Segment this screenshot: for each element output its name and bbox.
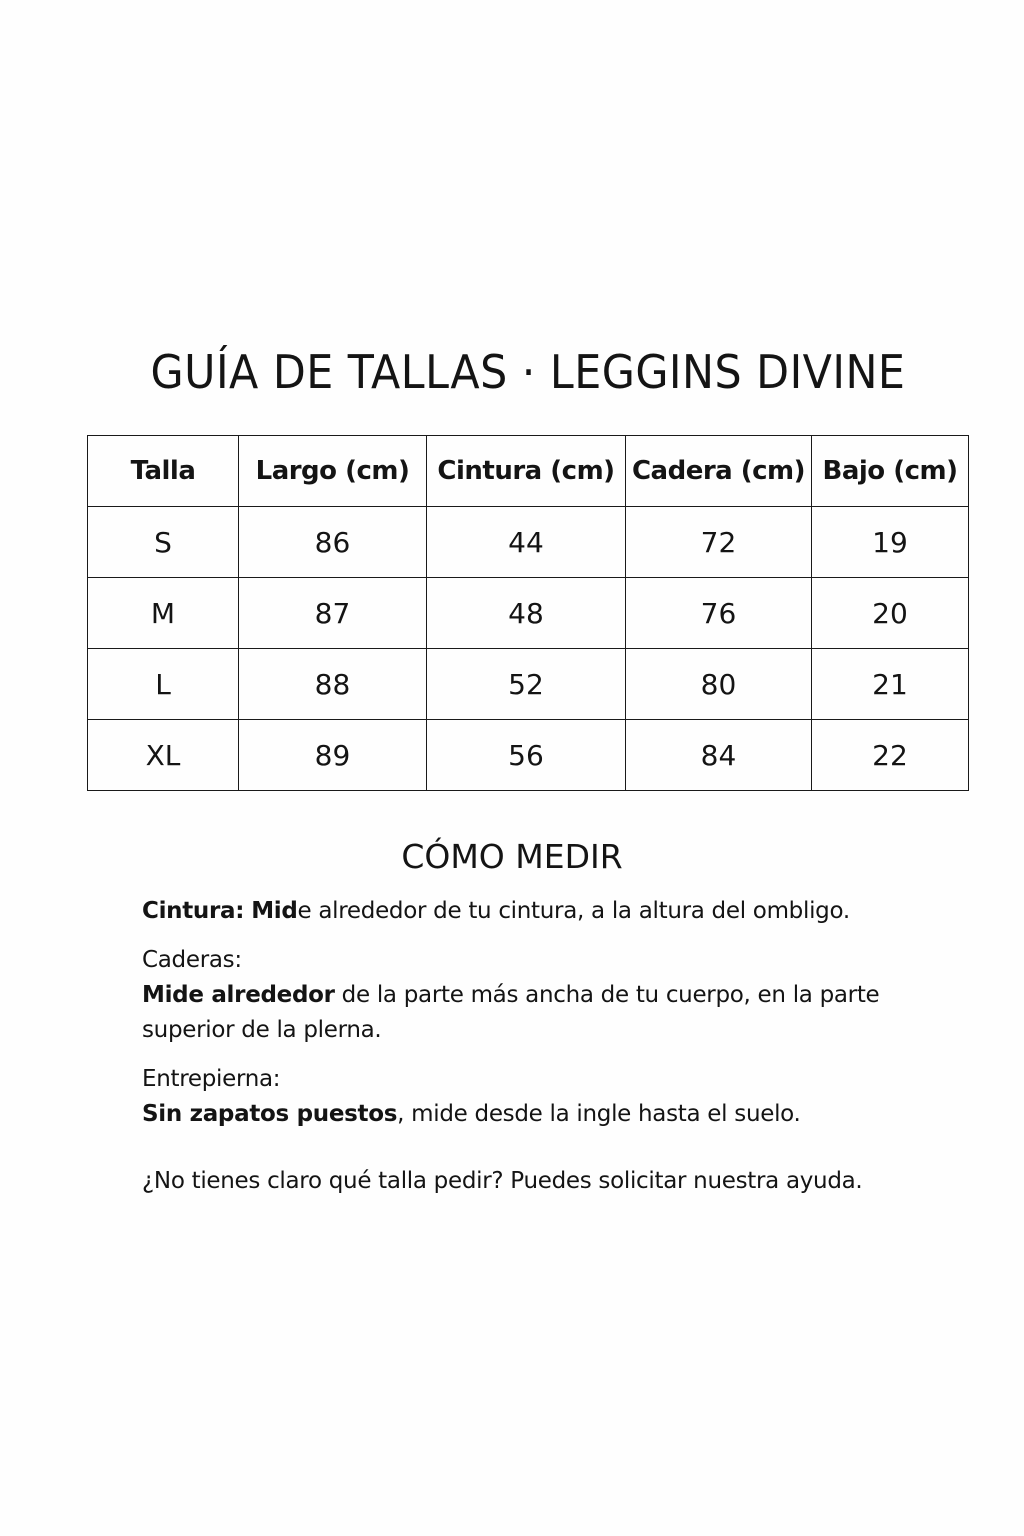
table-cell: 80 (626, 649, 812, 720)
header-largo: Largo (cm) (239, 436, 427, 507)
table-cell: 44 (427, 507, 626, 578)
table-cell: 86 (239, 507, 427, 578)
inseam-text-bold: Sin zapatos puestos (142, 1101, 398, 1127)
table-cell: 76 (626, 578, 812, 649)
table-cell: L (88, 649, 239, 720)
waist-text: e alrededor de tu cintura, a la altura del ombligo. (297, 898, 850, 924)
table-cell: 21 (812, 649, 969, 720)
page-title: GUÍA DE TALLAS · LEGGINS DIVINE (150, 345, 906, 399)
how-to-measure-title: CÓMO MEDIR (401, 837, 623, 876)
table-cell: 22 (812, 720, 969, 791)
size-table (87, 435, 969, 791)
table-row (88, 578, 969, 649)
table-cell: 88 (239, 649, 427, 720)
table-cell: 72 (626, 507, 812, 578)
table-cell: 56 (427, 720, 626, 791)
table-cell: XL (88, 720, 239, 791)
table-row (88, 649, 969, 720)
table-cell: 20 (812, 578, 969, 649)
table-cell: 19 (812, 507, 969, 578)
table-cell: S (88, 507, 239, 578)
hips-instruction (142, 943, 942, 1048)
table-cell: 89 (239, 720, 427, 791)
help-note (142, 1164, 942, 1199)
waist-label: Cintura: (142, 898, 245, 924)
hips-text: de la parte más ancha de tu cuerpo, en la parte superior de la plerna. (142, 982, 880, 1043)
table-header-row (88, 436, 969, 507)
header-cadera: Cadera (cm) (626, 436, 812, 507)
table-cell: 52 (427, 649, 626, 720)
table-cell: 87 (239, 578, 427, 649)
table-row (88, 507, 969, 578)
inseam-instruction (142, 1062, 942, 1132)
inseam-text: , mide desde la ingle hasta el suelo. (397, 1101, 801, 1127)
help-text: ¿No tienes claro qué talla pedir? Puedes solicitar nuestra ayuda. (142, 1168, 863, 1194)
inseam-label: Entrepierna: (142, 1066, 281, 1092)
table-row (88, 720, 969, 791)
hips-label: Caderas: (142, 947, 242, 973)
table-cell: M (88, 578, 239, 649)
table-cell: 84 (626, 720, 812, 791)
hips-text-bold: Mide alrededor (142, 982, 335, 1008)
waist-instruction (142, 894, 942, 929)
header-cintura: Cintura (cm) (427, 436, 626, 507)
table-cell: 48 (427, 578, 626, 649)
waist-text-bold: Mid (251, 898, 298, 924)
header-bajo: Bajo (cm) (812, 436, 969, 507)
header-talla: Talla (88, 436, 239, 507)
